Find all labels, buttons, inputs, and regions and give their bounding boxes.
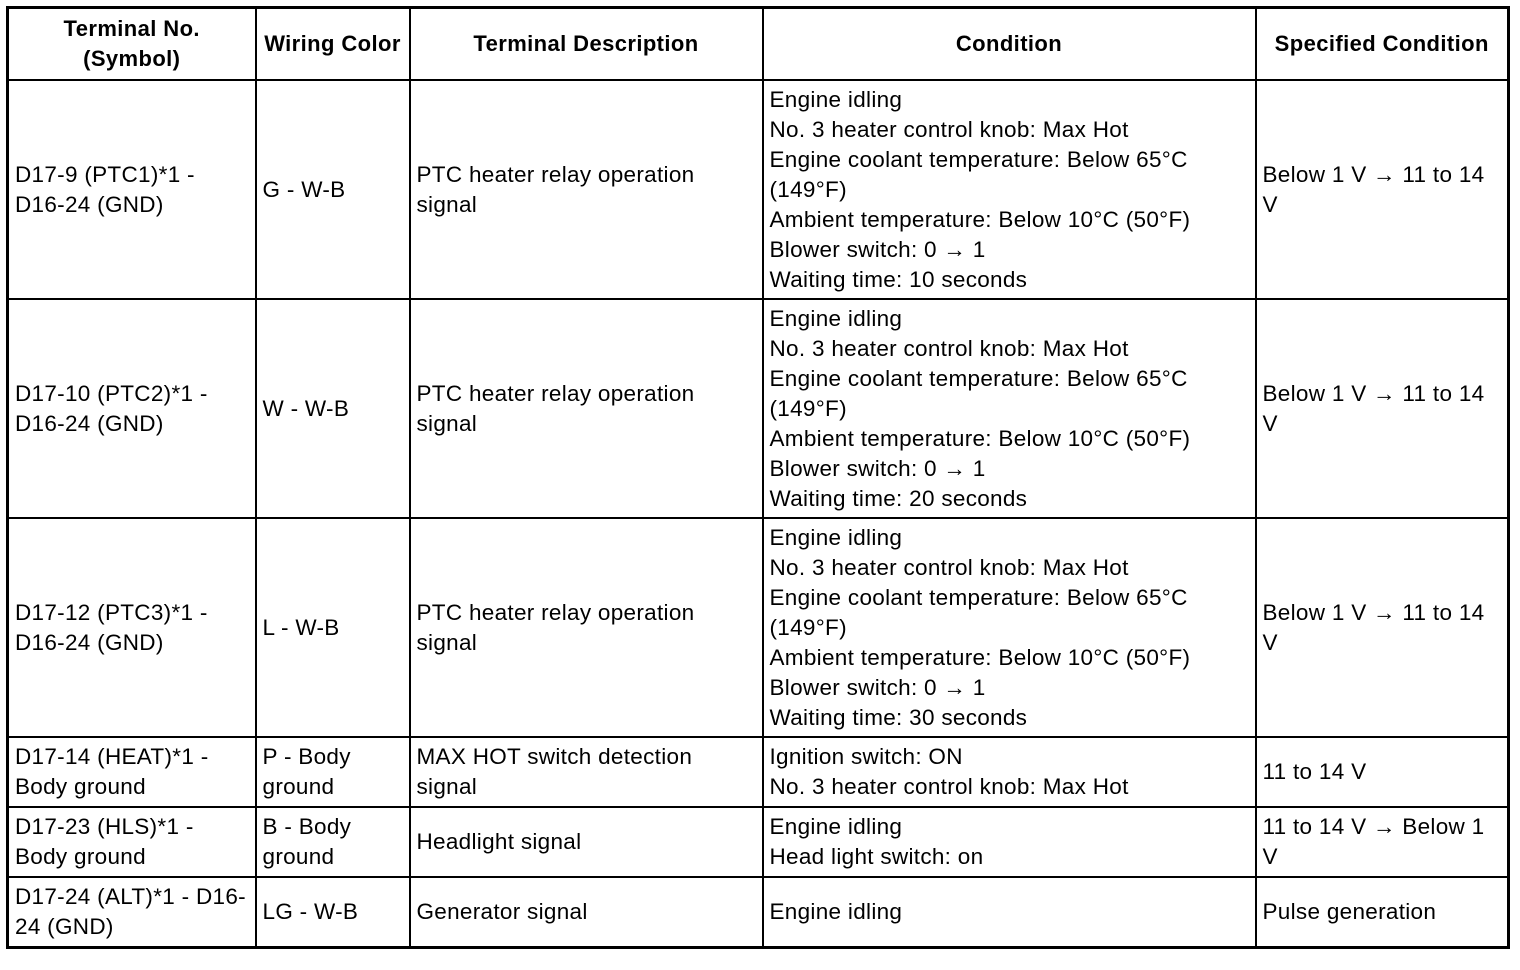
wiring-color-cell: G - W-B	[256, 80, 410, 299]
condition-line: Ambient temperature: Below 10°C (50°F)	[769, 425, 1191, 451]
terminal-cell: D17-24 (ALT)*1 - D16-24 (GND)	[8, 877, 256, 948]
terminal-cell: D17-10 (PTC2)*1 - D16-24 (GND)	[8, 299, 256, 518]
condition-line: Blower switch: 0 → 1	[769, 674, 986, 700]
condition-line: Waiting time: 10 seconds	[769, 266, 1028, 292]
condition-line: Waiting time: 30 seconds	[769, 704, 1028, 730]
specified-condition-cell: Pulse generation	[1256, 877, 1509, 948]
wiring-color-cell: L - W-B	[256, 518, 410, 737]
condition-cell	[763, 80, 1256, 299]
table-row	[8, 807, 1509, 877]
condition-cell	[763, 737, 1256, 807]
condition-line: Blower switch: 0 → 1	[769, 455, 986, 481]
description-cell: MAX HOT switch detection signal	[410, 737, 763, 807]
condition-cell	[763, 877, 1256, 948]
terminal-spec-table	[6, 6, 1510, 949]
condition-line: Ambient temperature: Below 10°C (50°F)	[769, 206, 1191, 232]
table-row	[8, 737, 1509, 807]
condition-line: Engine coolant temperature: Below 65°C (149°F)	[769, 584, 1188, 640]
condition-line: No. 3 heater control knob: Max Hot	[769, 335, 1129, 361]
terminal-cell: D17-23 (HLS)*1 - Body ground	[8, 807, 256, 877]
table-row	[8, 518, 1509, 737]
condition-cell	[763, 807, 1256, 877]
condition-line: No. 3 heater control knob: Max Hot	[769, 116, 1129, 142]
condition-line: Engine idling	[769, 524, 903, 550]
description-cell: Generator signal	[410, 877, 763, 948]
description-cell: Headlight signal	[410, 807, 763, 877]
condition-line: Ambient temperature: Below 10°C (50°F)	[769, 644, 1191, 670]
terminal-cell: D17-9 (PTC1)*1 - D16-24 (GND)	[8, 80, 256, 299]
condition-line: Blower switch: 0 → 1	[769, 236, 986, 262]
wiring-color-cell: LG - W-B	[256, 877, 410, 948]
header-terminal-description: Terminal Description	[410, 8, 763, 81]
header-condition: Condition	[763, 8, 1256, 81]
specified-condition-cell: 11 to 14 V	[1256, 737, 1509, 807]
header-terminal-no: Terminal No. (Symbol)	[8, 8, 256, 81]
condition-line: Waiting time: 20 seconds	[769, 485, 1028, 511]
condition-line: Engine coolant temperature: Below 65°C (149°F)	[769, 146, 1188, 202]
condition-cell	[763, 518, 1256, 737]
wiring-color-cell: B - Body ground	[256, 807, 410, 877]
condition-line: Engine idling	[769, 305, 903, 331]
header-row	[8, 8, 1509, 81]
specified-condition-cell: Below 1 V → 11 to 14 V	[1256, 80, 1509, 299]
condition-line: Ignition switch: ON	[769, 744, 963, 769]
terminal-cell: D17-14 (HEAT)*1 - Body ground	[8, 737, 256, 807]
wiring-color-cell: W - W-B	[256, 299, 410, 518]
wiring-color-cell: P - Body ground	[256, 737, 410, 807]
condition-line: Engine idling	[769, 814, 903, 839]
description-cell: PTC heater relay operation signal	[410, 80, 763, 299]
condition-line: No. 3 heater control knob: Max Hot	[769, 554, 1129, 580]
header-wiring-color: Wiring Color	[256, 8, 410, 81]
header-specified-condition: Specified Condition	[1256, 8, 1509, 81]
specified-condition-cell: 11 to 14 V → Below 1 V	[1256, 807, 1509, 877]
condition-cell	[763, 299, 1256, 518]
description-cell: PTC heater relay operation signal	[410, 299, 763, 518]
condition-line: Engine idling	[769, 899, 903, 924]
specified-condition-cell: Below 1 V → 11 to 14 V	[1256, 518, 1509, 737]
condition-line: Head light switch: on	[769, 844, 984, 869]
terminal-cell: D17-12 (PTC3)*1 - D16-24 (GND)	[8, 518, 256, 737]
condition-line: No. 3 heater control knob: Max Hot	[769, 774, 1129, 799]
table-row	[8, 877, 1509, 948]
table-row	[8, 80, 1509, 299]
condition-line: Engine idling	[769, 86, 903, 112]
table-row	[8, 299, 1509, 518]
description-cell: PTC heater relay operation signal	[410, 518, 763, 737]
condition-line: Engine coolant temperature: Below 65°C (149°F)	[769, 365, 1188, 421]
specified-condition-cell: Below 1 V → 11 to 14 V	[1256, 299, 1509, 518]
